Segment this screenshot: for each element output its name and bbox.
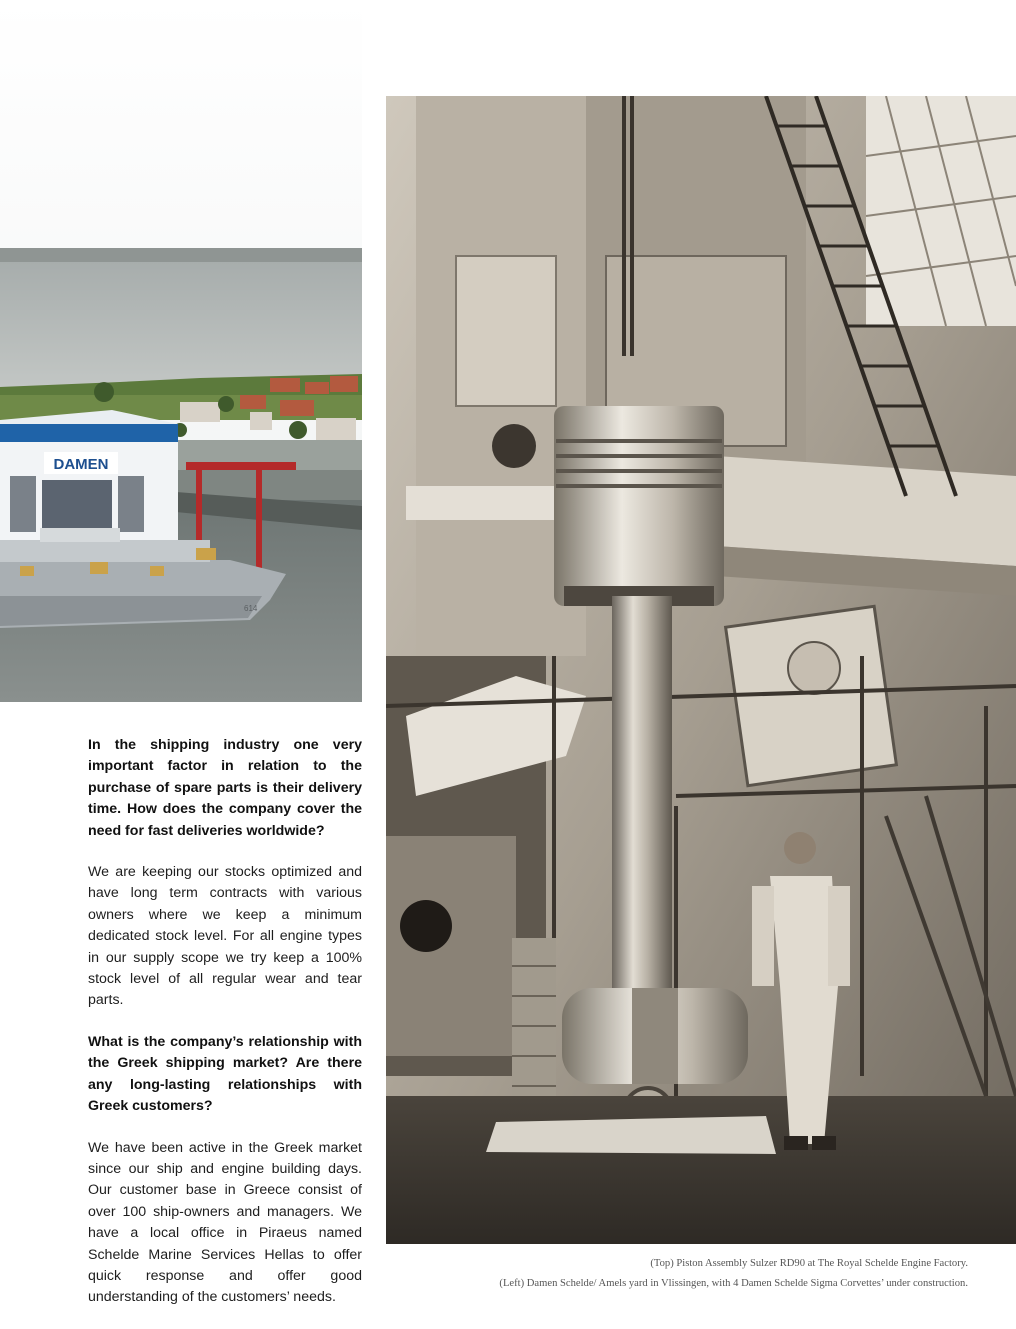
answer-greek-market: We have been active in the Greek market since our ship and engine building days. Our customer base in Greece consist of over 100 ship-owners and managers. We have a local office in Piraeus named Schelde Marine Services Hellas to offer quick response and offer good understanding of the customers’ needs. <box>88 1139 362 1306</box>
caption-top-photo: (Top) Piston Assembly Sulzer RD90 at The Royal Schelde Engine Factory. <box>650 1258 968 1269</box>
article-body <box>88 735 362 1329</box>
question-delivery-time: In the shipping industry one very important factor in relation to the purchase of spare parts is their delivery time. How does the company cover the need for fast deliveries worldwide? <box>88 737 362 839</box>
caption-left-photo: (Left) Damen Schelde/ Amels yard in Vlissingen, with 4 Damen Schelde Sigma Corvettes’ under construction. <box>499 1278 968 1289</box>
photo-captions <box>268 1254 968 1294</box>
engine-factory-illustration <box>386 96 1016 1244</box>
question-greek-market: What is the company’s relationship with the Greek shipping market? Are there any long-lasting relationships with Greek customers? <box>88 1033 362 1115</box>
answer-delivery-time: We are keeping our stocks optimized and have long term contracts with various owners where we keep a minimum dedicated stock level. For all engine types in our supply scope we try keep a 100% stock level of all regular wear and tear parts. <box>88 864 362 1009</box>
shipyard-illustration <box>0 0 362 702</box>
piston-assembly-photo <box>386 96 1016 1244</box>
hull-number: 614 <box>244 604 258 613</box>
shipyard-photo <box>0 0 362 702</box>
damen-sign: DAMEN <box>53 456 109 473</box>
